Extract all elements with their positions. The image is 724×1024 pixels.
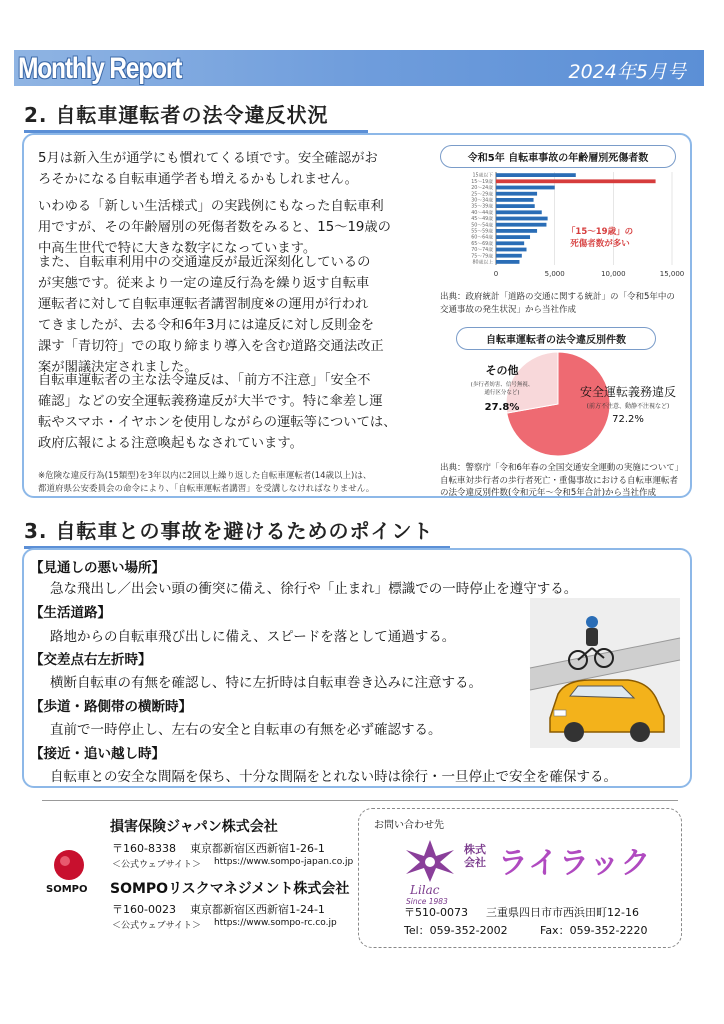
point-body-3: 横断自転車の有無を確認し、特に左折時は自転車巻き込みに注意する。 — [50, 675, 482, 691]
lilac-script-logo: Lilac — [410, 883, 440, 897]
bar — [496, 217, 548, 221]
point-heading-2: 【生活道路】 — [30, 605, 111, 621]
category-label: 40〜44歳 — [471, 210, 493, 216]
bar — [496, 223, 546, 227]
category-label: 25〜29歳 — [471, 192, 493, 198]
age-bar-chart — [440, 168, 685, 290]
lilac-since: Since 1983 — [406, 897, 448, 906]
car-bicycle-illustration — [530, 598, 680, 748]
x-tick-label: 5,000 — [544, 270, 565, 278]
category-label: 60〜64歳 — [471, 235, 493, 241]
header-banner — [14, 50, 704, 86]
footnote: ※危険な違反行為(15類型)を3年以内に2回以上繰り返した自転車運転者(14歳以上)は、 都道府県公安委員会の命令により、「自転車運転者講習」を受講しなければなりません。 — [38, 471, 375, 494]
chart-annotation: 「15〜19歳」の — [566, 227, 634, 237]
company2-url[interactable]: https://www.sompo-rc.co.jp — [214, 918, 337, 928]
category-label: 35〜39歳 — [471, 204, 493, 210]
pie-chart-title: 自転車運転者の法令違反別件数 — [456, 327, 656, 350]
lilac-logo-icon — [404, 838, 456, 884]
point-body-4: 直前で一時停止し、左右の安全と自転車の有無を必ず確認する。 — [50, 722, 442, 738]
category-label: 20〜24歳 — [471, 186, 493, 192]
contact-label: お問い合わせ先 — [374, 820, 444, 831]
company1-site-label: ＜公式ウェブサイト＞ — [112, 860, 202, 870]
point-heading-3: 【交差点右左折時】 — [30, 652, 152, 668]
pie-chart-source: 出典：警察庁「令和6年春の全国交通安全運動の実施について」 自転車対歩行者の歩行者死亡・重傷事故における自転車運転者 の法令違反別件数(令和元年〜令和5年合計)から当社作成 — [440, 463, 684, 498]
point-body-1: 急な飛出し／出会い頭の衝突に備え、徐行や「止まれ」標識での一時停止を遵守する。 — [50, 581, 578, 597]
point-heading-5: 【接近・追い越し時】 — [30, 746, 165, 762]
bar — [496, 179, 656, 183]
bar — [496, 192, 537, 196]
category-label: 65〜69歳 — [471, 241, 493, 247]
bar-chart-title: 令和5年 自転車事故の年齢層別死傷者数 — [440, 145, 676, 168]
category-label: 70〜74歳 — [471, 248, 493, 254]
contact-fax: Fax：059-352-2220 — [540, 924, 648, 937]
bar — [496, 260, 519, 264]
company1-url[interactable]: https://www.sompo-japan.co.jp — [214, 857, 354, 867]
category-label: 55〜59歳 — [471, 229, 493, 235]
issue-date: 2024年5月号 — [568, 61, 686, 83]
sompo-logo-icon — [52, 848, 86, 882]
bar — [496, 186, 555, 190]
bar-chart-source: 出典：政府統計「道路の交通に関する統計」の「令和5年中の 交通事故の発生状況」から当社作成 — [440, 292, 675, 315]
pie-sublabel: 通行区分など) — [484, 390, 520, 396]
category-label: 45〜49歳 — [471, 217, 493, 223]
category-label: 15〜19歳 — [471, 179, 493, 185]
footer-divider — [42, 800, 678, 801]
category-label: 75〜79歳 — [471, 254, 493, 260]
category-label: 30〜34歳 — [471, 198, 493, 204]
category-label: 80歳以上 — [472, 260, 493, 266]
bar — [496, 210, 542, 214]
company2-postal: 〒160-0023 — [112, 903, 176, 916]
pie-label: その他 — [485, 364, 519, 377]
company2-name: SOMPOリスクマネジメント株式会社 — [110, 881, 350, 897]
x-tick-label: 15,000 — [659, 270, 685, 278]
x-tick-label: 0 — [493, 270, 499, 278]
point-heading-4: 【歩道・路側帯の横断時】 — [30, 699, 192, 715]
paragraph-2: いわゆる「新しい生活様式」の実践例にもなった自転車利 用ですが、その年齢層別の死傷者数をみると、15〜19歳の 中高生世代で特に大きな数字になっています。 — [38, 199, 391, 256]
pie-label: 安全運転義務違反 — [579, 385, 677, 399]
company2-address: 東京都新宿区西新宿1-24-1 — [190, 903, 325, 916]
company1-address: 東京都新宿区西新宿1-26-1 — [190, 842, 325, 855]
paragraph-3: また、自転車利用中の交通違反が最近深刻化しているの が実態です。従来より一定の違反行為を繰り返す自転車 運転者に対して自転車運転者講習制度※の運用が行われ てきましたが、去る令和6年3月には違反に対し反則金を 課す「青切符」での取り締まり導入を含む道路交通法改正 案が閣議決定されました。 — [38, 255, 384, 375]
paragraph-4: 自転車運転者の主な法令違反は、「前方不注意」「安全不 確認」などの安全運転義務違反が大半です。特に傘差し運 転やスマホ・イヤホンを使用しながらの運転等については、 政府広報による注意喚起もなされています。 — [38, 373, 397, 451]
contact-postal: 〒510-0073 — [404, 906, 468, 919]
sompo-logo-text: SOMPO — [46, 884, 88, 895]
bar — [496, 229, 537, 233]
point-body-5: 自転車との安全な間隔を保ち、十分な間隔をとれない時は徐行・一旦停止で安全を確保する。 — [50, 769, 617, 785]
bar — [496, 173, 576, 177]
paragraph-1: 5月は新入生が通学にも慣れてくる頃です。安全確認がお ろそかになる自転車通学者も増えるかもしれません。 — [38, 151, 378, 187]
lilac-company-name: ライラック — [498, 846, 652, 881]
company1-postal: 〒160-8338 — [112, 842, 176, 855]
pie-value: 72.2% — [612, 414, 644, 425]
chart-annotation: 死傷者数が多い — [570, 239, 630, 249]
category-label: 50〜54歳 — [471, 223, 493, 229]
contact-tel: Tel：059-352-2002 — [404, 924, 508, 937]
contact-address: 三重県四日市市西浜田町12-16 — [486, 906, 639, 919]
bar — [496, 198, 534, 202]
section2-title: 2. 自転車運転者の法令違反状況 — [24, 99, 328, 128]
violation-pie-chart — [440, 348, 690, 460]
category-label: 15歳以下 — [472, 173, 493, 179]
bar — [496, 248, 527, 252]
section3-title: 3. 自転車との事故を避けるためのポイント — [24, 515, 433, 544]
monthly-report-logo: Monthly Report — [18, 52, 182, 85]
pie-value: 27.8% — [484, 402, 520, 413]
x-tick-label: 10,000 — [601, 270, 626, 278]
bar — [496, 254, 522, 258]
company1-name: 損害保険ジャパン株式会社 — [110, 819, 278, 835]
bar — [496, 204, 535, 208]
bar — [496, 235, 530, 239]
point-body-2: 路地からの自転車飛び出しに備え、スピードを落として通過する。 — [50, 629, 456, 645]
point-heading-1: 【見通しの悪い場所】 — [30, 560, 165, 576]
kabushiki-label: 株式 会社 — [464, 843, 486, 869]
pie-sublabel: (歩行者妨害、信号無視、 — [470, 382, 534, 388]
bar — [496, 241, 524, 245]
company2-site-label: ＜公式ウェブサイト＞ — [112, 921, 202, 931]
pie-sublabel: (前方不注意、動静不注視など) — [586, 403, 670, 410]
